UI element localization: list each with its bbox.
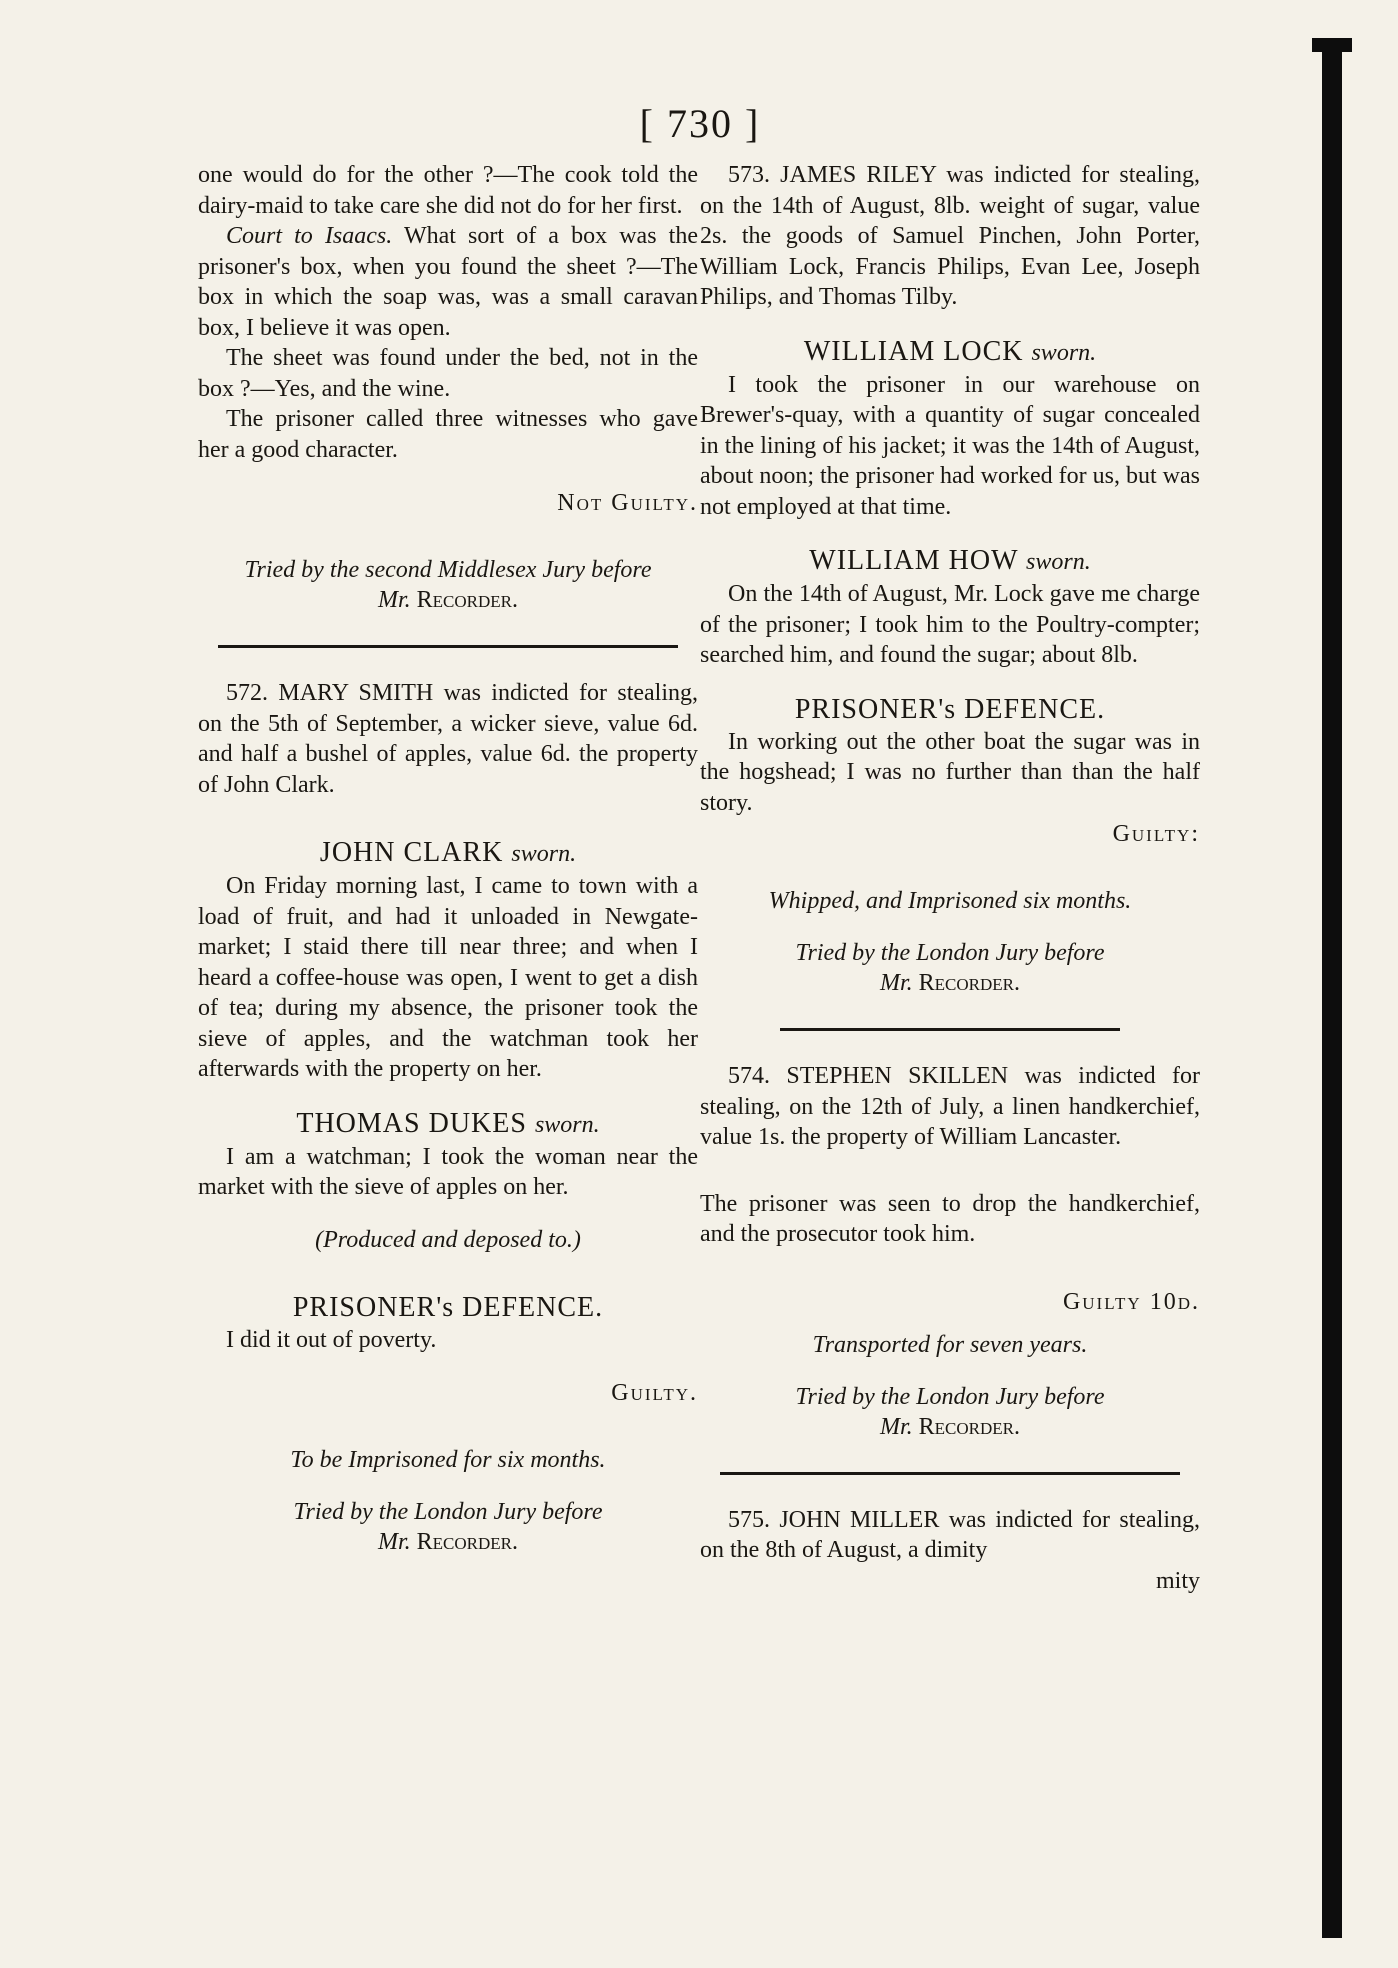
produced-note: (Produced and deposed to.) <box>315 1226 581 1253</box>
case-paragraph: 573. JAMES RILEY was indicted for stealing, on the 14th of August, 8lb. weight of sugar, value 2s. the goods of Samuel Pinchen, John Porter, William Lock, Francis Philips, Evan Lee, Joseph Philips, and Thomas Tilby. <box>700 162 1200 310</box>
section-rule <box>780 1028 1120 1031</box>
tried-by-line: Tried by the London Jury before <box>293 1499 603 1525</box>
witness-heading <box>198 1107 698 1142</box>
speaker-label: Court to Isaacs. <box>226 223 393 249</box>
tried-by-line: Tried by the London Jury before <box>795 1383 1105 1410</box>
testimony: On Friday morning last, I came to town with a load of fruit, and had it unloaded in Newgate-market; I staid there till near three; and when I heard a coffee-house was open, I went to get a dish of tea; during my absence, the prisoner took the sieve of apples, and the watchman took her afterwards with the property on her. <box>198 873 698 1082</box>
testimony: I am a watchman; I took the woman near the market with the sieve of apples on her. <box>198 1143 698 1200</box>
tried-by-judge <box>700 968 1200 998</box>
paragraph: The prisoner called three witnesses who gave her a good character. <box>198 406 698 463</box>
testimony: On the 14th of August, Mr. Lock gave me charge of the prisoner; I took him to the Poultry-compter; searched him, and found the sugar; about 8lb. <box>700 581 1200 668</box>
left-column <box>198 160 698 1557</box>
judge-name: Recorder. <box>416 1529 519 1555</box>
verdict: Not Guilty. <box>557 490 698 516</box>
sworn-label: sworn. <box>534 1111 600 1138</box>
defence-heading: PRISONER's DEFENCE. <box>794 693 1106 725</box>
verdict: Guilty: <box>1112 821 1200 847</box>
paragraph <box>198 221 698 343</box>
tried-by-judge <box>700 1412 1200 1442</box>
sentence: Whipped, and Imprisoned six months. <box>768 888 1132 914</box>
verdict: Guilty 10d. <box>1062 1288 1200 1315</box>
catchword: mity <box>1155 1567 1200 1594</box>
sentence: Transported for seven years. <box>812 1331 1088 1358</box>
judge-name: Recorder. <box>918 1413 1021 1440</box>
judge-name: Recorder. <box>918 970 1021 996</box>
judge-title: Mr. <box>377 1529 411 1555</box>
paragraph-text: What sort of a box was the prisoner's box, when you found the sheet ?—The box in which the soap was, was a small caravan box, I believe it was open. <box>198 223 698 341</box>
sworn-label: sworn. <box>1026 549 1091 575</box>
binding-edge <box>1322 38 1342 1938</box>
witness-name: WILLIAM LOCK <box>803 335 1024 367</box>
witness-heading <box>700 335 1200 370</box>
testimony: I took the prisoner in our warehouse on Brewer's-quay, with a quantity of sugar concealed in the lining of his jacket; it was the 14th of August, about noon; the prisoner had worked for us, but was not employed at that time. <box>700 371 1200 520</box>
defence-heading: PRISONER's DEFENCE. <box>292 1291 604 1323</box>
tried-by-line: Tried by the London Jury before <box>795 940 1105 966</box>
witness-heading <box>198 836 698 871</box>
right-column <box>700 160 1200 1596</box>
judge-name: Recorder. <box>416 587 519 613</box>
case-paragraph: 575. JOHN MILLER was indicted for stealing, on the 8th of August, a dimity <box>700 1506 1200 1563</box>
page-number: [ 730 ] <box>639 101 761 146</box>
witness-name: THOMAS DUKES <box>296 1107 527 1139</box>
judge-title: Mr. <box>377 587 411 613</box>
tried-by-judge <box>198 1527 698 1557</box>
defence-text: In working out the other boat the sugar was in the hogshead; I was no further than than the half story. <box>700 728 1200 816</box>
verdict: Guilty. <box>611 1380 698 1406</box>
case-paragraph: 572. MARY SMITH was indicted for stealing, on the 5th of September, a wicker sieve, value 6d. and half a bushel of apples, value 6d. the property of John Clark. <box>198 680 698 798</box>
witness-name: WILLIAM HOW <box>809 545 1019 576</box>
paragraph: The prisoner was seen to drop the handkerchief, and the prosecutor took him. <box>700 1190 1200 1247</box>
judge-title: Mr. <box>879 1413 913 1440</box>
section-rule <box>218 645 678 648</box>
sentence: To be Imprisoned for six months. <box>290 1447 606 1473</box>
witness-name: JOHN CLARK <box>319 837 504 868</box>
paragraph: one would do for the other ?—The cook told the dairy-maid to take care she did not do for her first. <box>198 162 698 219</box>
sworn-label: sworn. <box>511 841 577 867</box>
judge-title: Mr. <box>879 970 913 996</box>
section-rule <box>720 1472 1180 1475</box>
tried-by-line: Tried by the second Middlesex Jury before <box>244 557 652 583</box>
witness-heading <box>700 544 1200 579</box>
paragraph: The sheet was found under the bed, not in the box ?—Yes, and the wine. <box>198 345 698 402</box>
tried-by-judge <box>198 585 698 615</box>
defence-text: I did it out of poverty. <box>226 1326 437 1353</box>
sworn-label: sworn. <box>1031 339 1097 366</box>
case-paragraph: 574. STEPHEN SKILLEN was indicted for stealing, on the 12th of July, a linen handkerchief, value 1s. the property of William Lancaster. <box>700 1063 1200 1150</box>
